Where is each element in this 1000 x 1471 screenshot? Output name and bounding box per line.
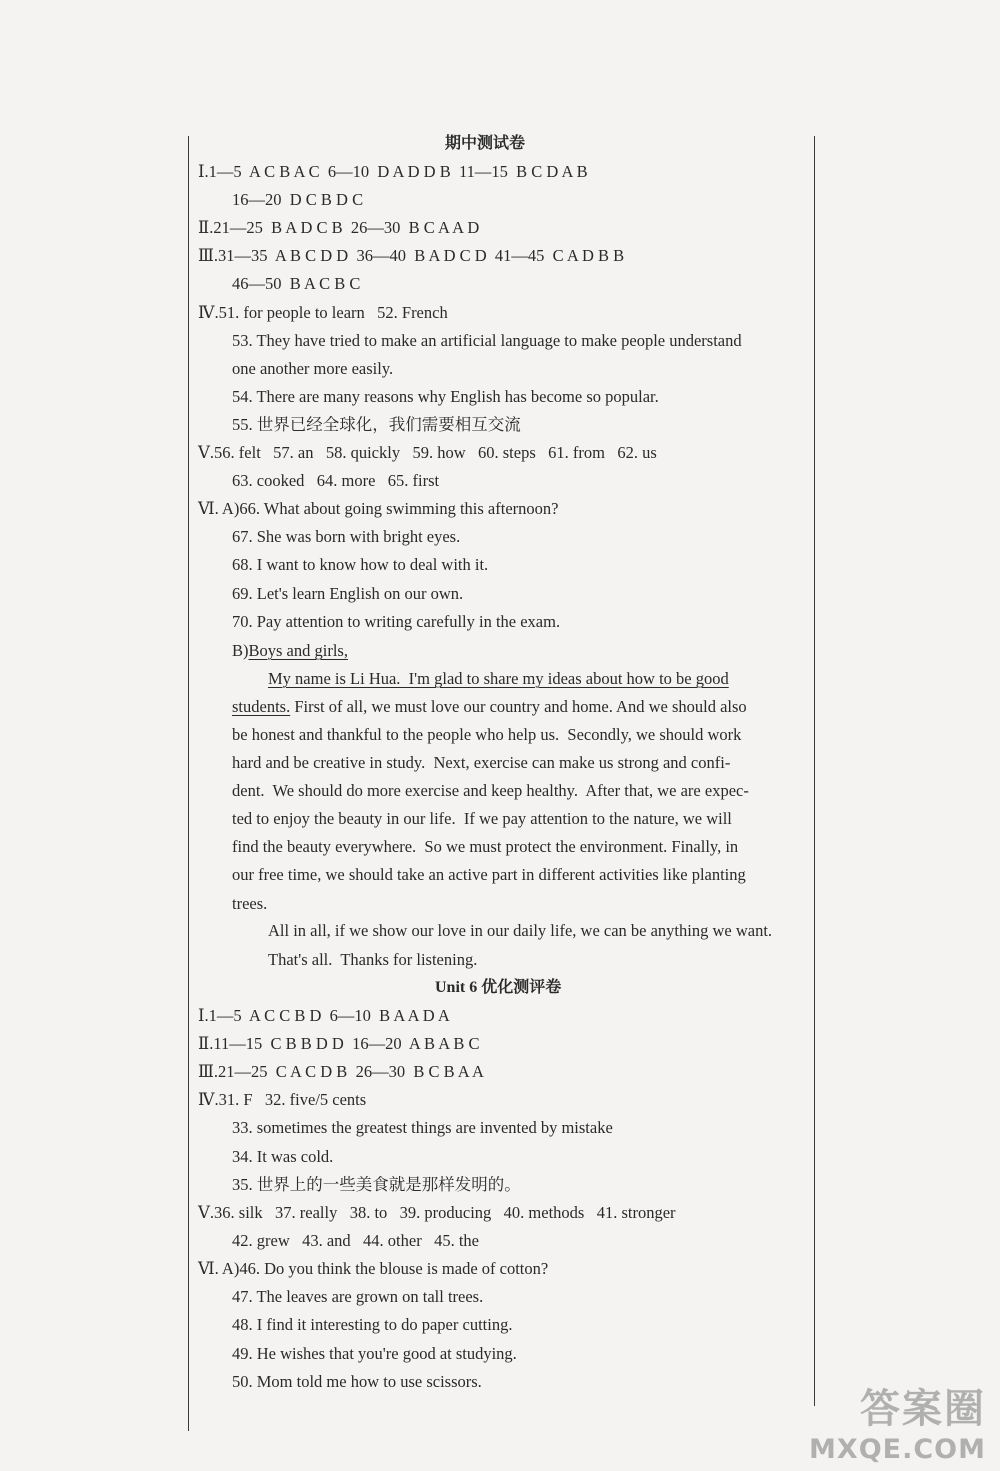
answer-line: 53. They have tried to make an artificial language to make people understand: [232, 331, 742, 350]
answer-line: 47. The leaves are grown on tall trees.: [232, 1287, 484, 1306]
answer-line: 50. Mom told me how to use scissors.: [232, 1372, 482, 1391]
answer-line: Ⅲ.21—25 C A C D B 26—30 B C B A A: [198, 1062, 484, 1081]
essay-line-rest: First of all, we must love our country and home. And we should also: [290, 697, 747, 716]
essay-line: That's all. Thanks for listening.: [268, 950, 478, 969]
essay-line: our free time, we should take an active part in different activities like planting: [232, 865, 746, 884]
answer-line: 48. I find it interesting to do paper cutting.: [232, 1315, 513, 1334]
answer-line: 69. Let's learn English on our own.: [232, 584, 464, 603]
answer-line: 70. Pay attention to writing carefully in the exam.: [232, 612, 561, 631]
answer-line: Ⅱ.21—25 B A D C B 26—30 B C A A D: [198, 218, 480, 237]
answer-line: 63. cooked 64. more 65. first: [232, 471, 440, 490]
left-margin-rule: [188, 136, 189, 1431]
essay-underlined-word: students.: [232, 697, 291, 716]
answer-line: Ⅱ.11—15 C B B D D 16—20 A B A B C: [198, 1034, 480, 1053]
essay-line: be honest and thankful to the people who help us. Secondly, we should work: [232, 725, 742, 744]
answer-line: Ⅴ.36. silk 37. really 38. to 39. producing 40. methods 41. stronger: [198, 1203, 676, 1222]
answer-line: Ⅲ.31—35 A B C D D 36—40 B A D C D 41—45 C A D B B: [198, 246, 625, 265]
answer-line: Ⅳ.31. F 32. five/5 cents: [198, 1090, 367, 1109]
essay-line: dent. We should do more exercise and keep healthy. After that, we are expec-: [232, 781, 749, 800]
answer-line: 16—20 D C B D C: [232, 190, 364, 209]
answer-line: 54. There are many reasons why English has become so popular.: [232, 387, 659, 406]
answer-line: 33. sometimes the greatest things are invented by mistake: [232, 1118, 613, 1137]
answer-line: Ⅰ.1—5 A C C B D 6—10 B A A D A: [198, 1006, 450, 1025]
essay-line: My name is Li Hua. I'm glad to share my ideas about how to be good: [268, 669, 729, 688]
essay-greeting: [232, 641, 348, 661]
essay-greeting-text: Boys and girls,: [248, 641, 348, 660]
essay-line: hard and be creative in study. Next, exercise can make us strong and confi-: [232, 753, 731, 772]
answer-line: Ⅴ.56. felt 57. an 58. quickly 59. how 60. steps 61. from 62. us: [198, 443, 657, 462]
answer-line: Ⅵ. A)66. What about going swimming this afternoon?: [198, 499, 559, 518]
answer-line: one another more easily.: [232, 359, 394, 378]
answer-line: 34. It was cold.: [232, 1147, 334, 1166]
answer-line: 42. grew 43. and 44. other 45. the: [232, 1231, 479, 1250]
answer-line: 67. She was born with bright eyes.: [232, 527, 461, 546]
essay-line: [232, 697, 747, 717]
essay-line: find the beauty everywhere. So we must protect the environment. Finally, in: [232, 837, 739, 856]
watermark-url: MXQE.COM: [809, 1434, 986, 1465]
essay-line: trees.: [232, 894, 268, 913]
essay-line: All in all, if we show our love in our daily life, we can be anything we want.: [268, 921, 773, 940]
answer-line: 35. 世界上的一些美食就是那样发明的。: [232, 1175, 521, 1194]
right-margin-rule: [814, 136, 815, 1406]
site-watermark: [809, 1377, 986, 1465]
answer-line: 68. I want to know how to deal with it.: [232, 555, 489, 574]
answer-line: 55. 世界已经全球化，我们需要相互交流: [232, 415, 521, 434]
essay-line: ted to enjoy the beauty in our life. If we pay attention to the nature, we will: [232, 809, 732, 828]
essay-part-label: B): [232, 641, 249, 660]
answer-line: Ⅳ.51. for people to learn 52. French: [198, 303, 448, 322]
answer-line: 46—50 B A C B C: [232, 274, 361, 293]
section-title-unit6: Unit 6 优化测评卷: [435, 979, 562, 996]
watermark-logo-text: 答案圈: [860, 1386, 986, 1432]
answer-line: 49. He wishes that you're good at studying.: [232, 1344, 517, 1363]
section-title-midterm: 期中测试卷: [445, 135, 526, 152]
answer-line: Ⅰ.1—5 A C B A C 6—10 D A D D B 11—15 B C D A B: [198, 162, 588, 181]
answer-line: Ⅵ. A)46. Do you think the blouse is made of cotton?: [198, 1259, 549, 1278]
